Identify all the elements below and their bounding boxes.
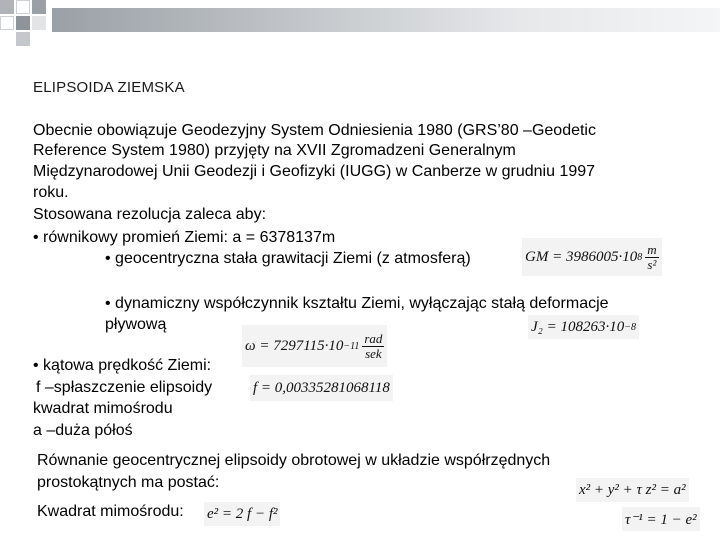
omega-formula-lhs: ω = 7297115·10 xyxy=(245,337,344,354)
equation-line2: prostokątnych ma postać: xyxy=(37,474,220,491)
paragraph-line: • równikowy promień Ziemi: a = 6378137m xyxy=(33,229,336,246)
header-gradient-bar xyxy=(52,8,720,32)
e2-formula: e² = 2 f − f² xyxy=(204,502,280,526)
tau-formula: τ⁻¹ = 1 − e² xyxy=(622,507,700,531)
gm-unit-den: s² xyxy=(647,256,657,272)
e2-label: kwadrat mimośrodu xyxy=(33,400,173,417)
paragraph-line: Reference System 1980) przyjęty na XVII Zgromadzeni Generalnym xyxy=(33,142,516,159)
gm-unit-fraction xyxy=(645,243,658,272)
page-title: ELIPSOIDA ZIEMSKA xyxy=(33,79,185,96)
j2-formula-lhs: J₂ = 108263·10 xyxy=(531,318,625,335)
omega-formula xyxy=(242,325,387,367)
f-label: f –spłaszczenie elipsoidy xyxy=(36,379,213,396)
omega-unit-num: rad xyxy=(364,330,383,346)
j2-label-line2: pływową xyxy=(105,316,167,333)
omega-unit-den: sek xyxy=(365,345,382,361)
paragraph-line: Obecnie obowiązuje Geodezyjny System Odniesienia 1980 (GRS’80 –Geodetic xyxy=(33,122,596,139)
j2-label-line1: • dynamiczny współczynnik kształtu Ziemi, wyłączając stałą deformacje xyxy=(105,295,609,312)
paragraph-line: Stosowana rezolucja zaleca aby: xyxy=(33,206,267,223)
j2-formula xyxy=(528,315,639,339)
gm-formula-lhs: GM = 3986005·10 xyxy=(525,248,638,265)
gm-formula xyxy=(522,238,662,276)
a-label: a –duża półoś xyxy=(33,422,133,439)
gm-formula-exp: 8 xyxy=(637,251,643,263)
omega-label: • kątowa prędkość Ziemi: xyxy=(33,357,212,374)
equation-line1: Równanie geocentrycznej elipsoidy obrotowej w układzie współrzędnych xyxy=(37,452,551,469)
omega-unit-fraction xyxy=(362,332,384,361)
ellipsoid-formula: x² + y² + τ z² = a² xyxy=(576,478,689,502)
omega-formula-exp: −11 xyxy=(343,340,360,352)
f-formula: f = 0,00335281068118 xyxy=(250,375,393,401)
j2-formula-exp: −8 xyxy=(624,321,636,333)
paragraph-line: Międzynarodowej Unii Geodezji i Geofizyki (IUGG) w Canberze w grudniu 1997 xyxy=(33,163,596,180)
paragraph-line: roku. xyxy=(33,184,69,201)
gm-label: • geocentryczna stała grawitacji Ziemi (z atmosferą) xyxy=(105,250,471,267)
gm-unit-num: m xyxy=(647,241,657,257)
ecc-label: Kwadrat mimośrodu: xyxy=(37,503,184,520)
